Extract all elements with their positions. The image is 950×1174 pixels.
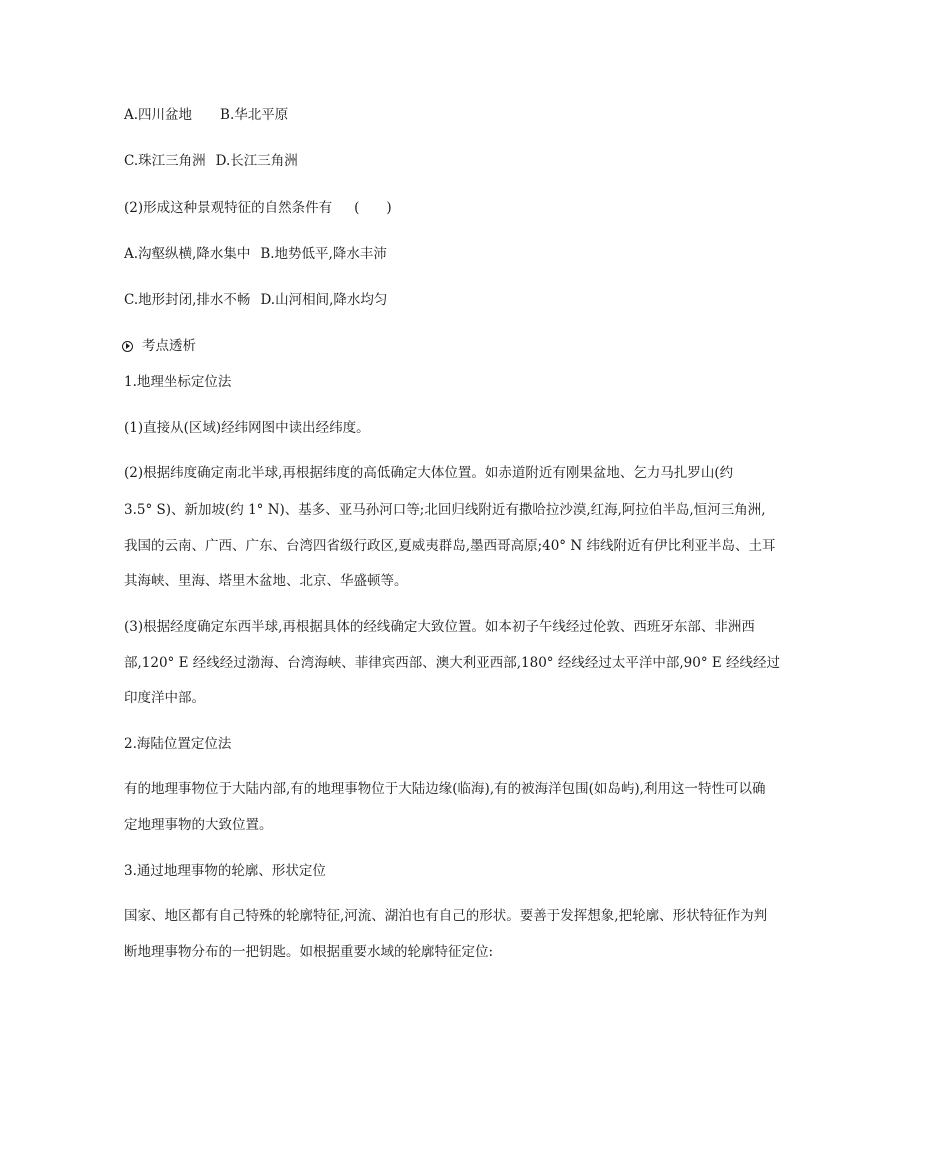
method-1-paragraph-1: (1)直接从(区域)经纬网图中读出经纬度。 xyxy=(124,420,370,436)
option2-b: B.地势低平,降水丰沛 xyxy=(260,246,387,262)
option2-c: C.地形封闭,排水不畅 xyxy=(124,292,251,308)
method-3-line: 断地理事物分布的一把钥匙。如根据重要水域的轮廓特征定位: xyxy=(124,944,494,960)
option-c: C.珠江三角洲 xyxy=(124,153,206,169)
option2-d: D.山河相间,降水均匀 xyxy=(260,292,388,308)
options2-row-ab xyxy=(124,244,387,264)
question-2-text: (2)形成这种景观特征的自然条件有 xyxy=(124,200,333,216)
method-2-title: 2.海陆位置定位法 xyxy=(124,736,232,752)
section-title: 考点透析 xyxy=(142,338,196,354)
method-1-p2-line: 我国的云南、广西、广东、台湾四省级行政区,夏威夷群岛,墨西哥高原;40° N 纬线附近有伊比利亚半岛、土耳 xyxy=(124,538,776,554)
options-row-ab xyxy=(124,105,288,125)
method-1-p2-line: (2)根据纬度确定南北半球,再根据纬度的高低确定大体位置。如赤道附近有刚果盆地、乞力马扎罗山(约 xyxy=(124,465,734,481)
method-1-p2-line: 其海峡、里海、塔里木盆地、北京、华盛顿等。 xyxy=(124,573,408,589)
options-row-cd xyxy=(124,151,298,171)
option-d: D.长江三角洲 xyxy=(215,153,298,169)
option2-a: A.沟壑纵横,降水集中 xyxy=(124,246,251,262)
method-3-line: 国家、地区都有自己特殊的轮廓特征,河流、湖泊也有自己的形状。要善于发挥想象,把轮廓、形状特征作为判 xyxy=(124,908,768,924)
method-1-p3-line: 部,120° E 经线经过渤海、台湾海峡、菲律宾西部、澳大利亚西部,180° 经线经过太平洋中部,90° E 经线经过 xyxy=(124,655,781,671)
section-header xyxy=(122,336,196,356)
method-2-line: 有的地理事物位于大陆内部,有的地理事物位于大陆边缘(临海),有的被海洋包围(如岛屿),利用这一特性可以确 xyxy=(124,781,766,797)
method-1-p2-line: 3.5° S)、新加坡(约 1° N)、基多、亚马孙河口等;北回归线附近有撒哈拉沙漠,红海,阿拉伯半岛,恒河三角洲, xyxy=(124,502,766,518)
method-1-p3-line: 印度洋中部。 xyxy=(124,690,205,706)
answer-blank: ( ) xyxy=(354,200,392,216)
method-2-line: 定地理事物的大致位置。 xyxy=(124,817,273,833)
method-1-title: 1.地理坐标定位法 xyxy=(124,374,232,390)
method-3-title: 3.通过地理事物的轮廓、形状定位 xyxy=(124,863,326,879)
options2-row-cd xyxy=(124,290,387,310)
question-2 xyxy=(124,198,392,218)
option-b: B.华北平原 xyxy=(220,107,289,123)
play-circle-icon xyxy=(122,341,133,352)
method-1-p3-line: (3)根据经度确定东西半球,再根据具体的经线确定大致位置。如本初子午线经过伦敦、西班牙东部、非洲西 xyxy=(124,619,755,635)
option-a: A.四川盆地 xyxy=(124,107,193,123)
